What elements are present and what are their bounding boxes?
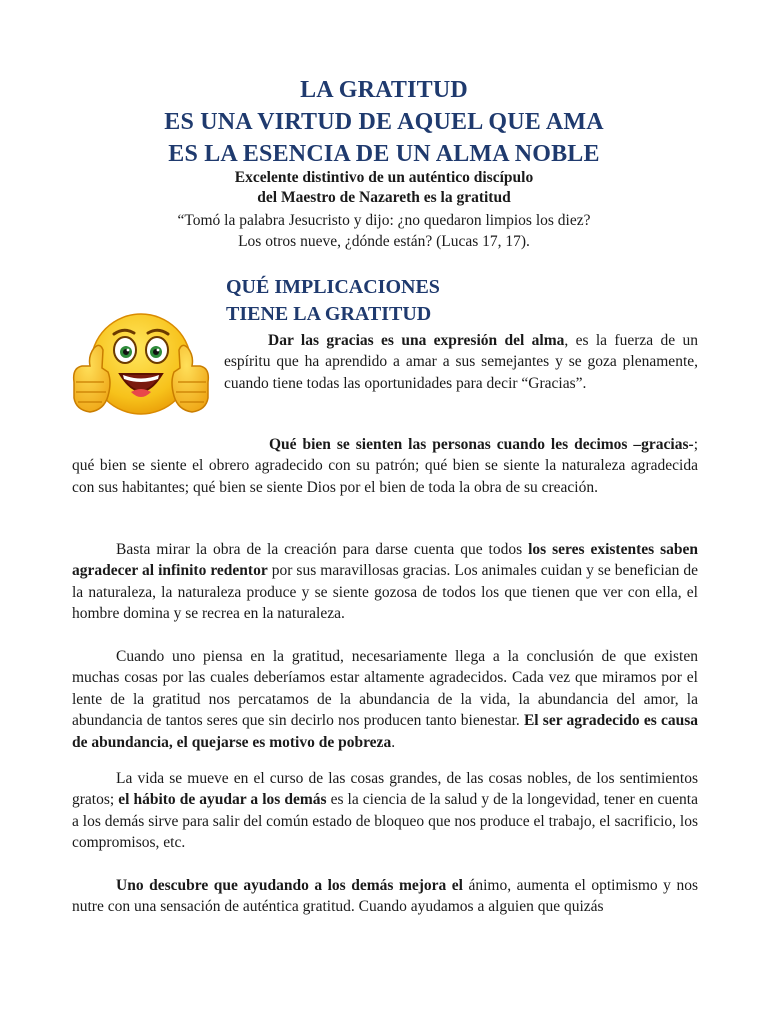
paragraph-1-text: , es la fuerza de un espíritu que ha aprendido a amar a sus semejantes y se goza plenamente, cuando tiene todas las oportunidades para decir “Gracias”. [224,332,698,392]
subtitle-line-2: del Maestro de Nazareth es la gratitud [257,189,511,206]
paragraph-3-text-a: Basta mirar la obra de la creación para darse cuenta que todos [116,541,529,558]
title-block [0,74,768,170]
paragraph-4-text-b: . [391,733,396,751]
title-line-2: ES UNA VIRTUD DE AQUEL QUE AMA [164,109,604,135]
thumbs-up-smiley-icon [68,312,214,428]
paragraph-3-text-b: por sus maravillosas gracias. Los animales cuidan y se benefician de la naturaleza, la naturaleza produce y se siente gozosa de todos los que tienen que ver con ella, el hombre domina y se recrea en la naturaleza. [72,562,699,623]
paragraph-2 [72,434,698,498]
bible-quote [0,210,768,252]
section-heading-line-2: TIENE LA GRATITUD [226,303,432,325]
paragraph-1-bold: Dar las gracias es una expresión del alma [268,332,565,349]
paragraph-6 [72,875,698,918]
paragraph-5-bold: el hábito de ayudar a los demás [118,791,327,809]
section-heading-line-1: QUÉ IMPLICACIONES [226,276,440,298]
paragraph-6-text: ánimo, aumenta el optimismo y nos nutre con una sensación de auténtica gratitud. Cuando ayudamos a alguien que quizás [72,877,698,916]
paragraph-4-text-a: Cuando uno piensa en la gratitud, necesariamente llega a la conclusión de que existen muchas cosas por las cuales deberíamos estar altamente agradecidos. Cada vez que miramos por el lente de la gratitud nos percatamos de la abundancia de la vida, la abundancia del amor, la abundancia de tantos seres que sin decirlo nos producen tanto bienestar. [72,648,698,730]
quote-line-1: “Tomó la palabra Jesucristo y dijo: ¿no quedaron limpios los diez? [177,212,591,229]
paragraph-4 [72,646,698,753]
paragraph-4-bold: El ser agradecido es causa de abundancia, el quejarse es motivo de pobreza [72,712,698,751]
paragraph-5-text-b: es la ciencia de la salud y de la longevidad, tener en cuenta a los demás sirve para salir del común estado de bloqueo que nos produce el trabajo, el sacrificio, los compromisos, etc. [72,791,698,852]
subtitle-line-1: Excelente distintivo de un auténtico discípulo [234,169,534,186]
paragraph-3-bold: los seres existentes saben agradecer al infinito redentor [72,541,698,580]
title-line-3: ES LA ESENCIA DE UN ALMA NOBLE [168,141,600,167]
paragraph-1 [224,330,698,394]
title-line-1: LA GRATITUD [300,77,468,103]
quote-line-2: Los otros nueve, ¿dónde están? (Lucas 17, 17). [238,233,530,250]
subtitle [0,168,768,208]
paragraph-2-text: ; qué bien se siente el obrero agradecido con su patrón; qué bien se siente la naturaleza agradecida con sus habitantes; qué bien se siente Dios por el bien de toda la obra de su creación. [72,436,698,496]
paragraph-5-text-a: La vida se mueve en el curso de las cosas grandes, de las cosas nobles, de los sentimientos gratos; [72,770,698,809]
paragraph-2-bold: Qué bien se sienten las personas cuando les decimos –gracias- [269,436,694,453]
paragraph-5 [72,768,698,854]
paragraph-3 [72,539,698,625]
paragraph-6-bold: Uno descubre que ayudando a los demás mejora el [116,877,463,894]
section-heading [226,274,440,328]
